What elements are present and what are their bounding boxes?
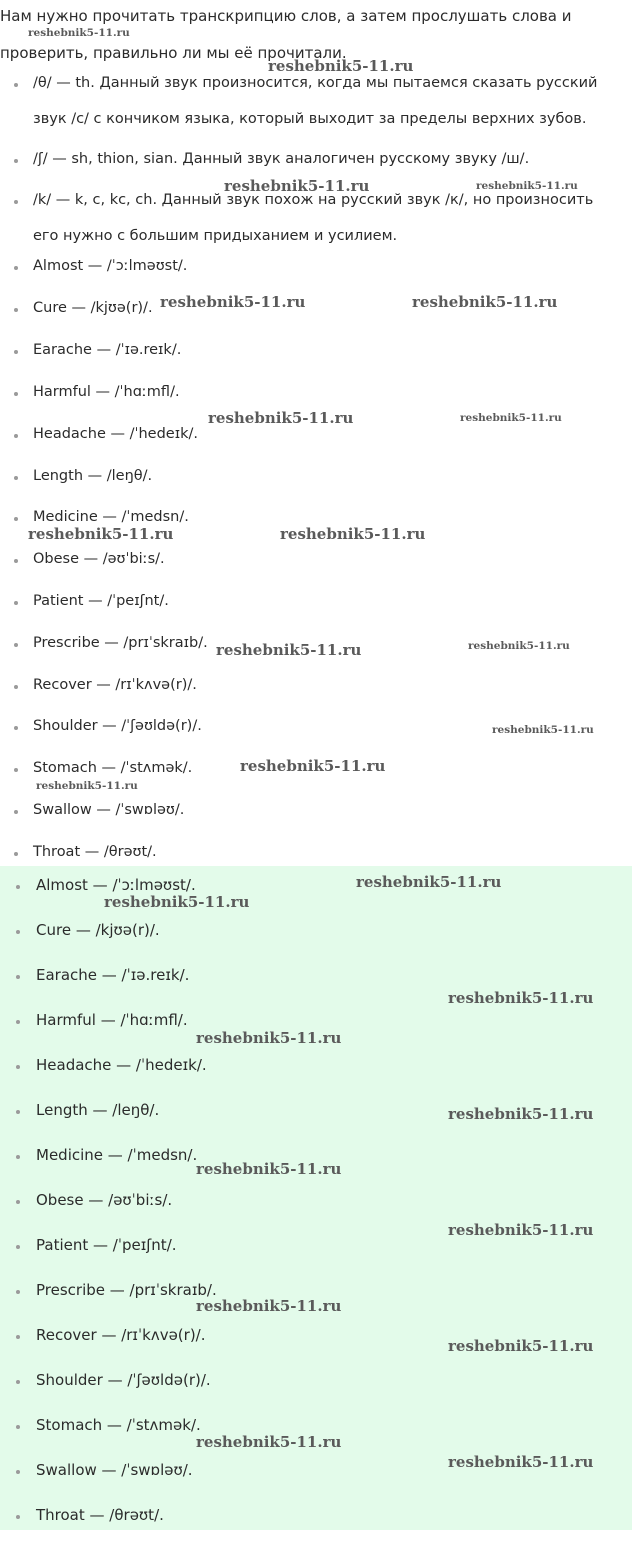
watermark: reshebnik5-11.ru bbox=[196, 1297, 342, 1315]
bullet-icon bbox=[16, 1020, 20, 1024]
bullet-icon bbox=[14, 308, 18, 312]
watermark: reshebnik5-11.ru bbox=[268, 57, 414, 75]
bullet-icon bbox=[16, 1515, 20, 1519]
bullet-icon bbox=[16, 1110, 20, 1114]
watermark: reshebnik5-11.ru bbox=[448, 1221, 594, 1239]
bullet-icon bbox=[14, 476, 18, 480]
bullet-icon bbox=[16, 1245, 20, 1249]
watermark: reshebnik5-11.ru bbox=[468, 640, 570, 652]
bullet-icon bbox=[14, 350, 18, 354]
bullet-icon bbox=[16, 1065, 20, 1069]
watermark: reshebnik5-11.ru bbox=[448, 1337, 594, 1355]
bullet-icon bbox=[14, 643, 18, 647]
watermark: reshebnik5-11.ru bbox=[448, 989, 594, 1007]
bullet-icon bbox=[16, 1425, 20, 1429]
bullet-icon bbox=[16, 1155, 20, 1159]
watermark: reshebnik5-11.ru bbox=[36, 780, 138, 792]
bullet-icon bbox=[16, 1380, 20, 1384]
bullet-icon bbox=[16, 930, 20, 934]
bullet-icon bbox=[16, 1335, 20, 1339]
watermark: reshebnik5-11.ru bbox=[492, 724, 594, 736]
bullet-icon bbox=[14, 200, 18, 204]
watermark: reshebnik5-11.ru bbox=[240, 757, 386, 775]
bullet-icon bbox=[14, 159, 18, 163]
bullet-icon bbox=[16, 1290, 20, 1294]
watermark: reshebnik5-11.ru bbox=[412, 293, 558, 311]
bullet-icon bbox=[14, 517, 18, 521]
watermark: reshebnik5-11.ru bbox=[448, 1453, 594, 1471]
watermark: reshebnik5-11.ru bbox=[208, 409, 354, 427]
bullet-icon bbox=[14, 434, 18, 438]
intro-line-1: Нам нужно прочитать транскрипцию слов, а затем прослушать слова и bbox=[0, 7, 572, 25]
watermark: reshebnik5-11.ru bbox=[28, 525, 174, 543]
watermark: reshebnik5-11.ru bbox=[356, 873, 502, 891]
bullet-icon bbox=[14, 685, 18, 689]
bullet-icon bbox=[14, 852, 18, 856]
bullet-icon bbox=[16, 1200, 20, 1204]
watermark: reshebnik5-11.ru bbox=[196, 1433, 342, 1451]
bullet-icon bbox=[14, 601, 18, 605]
bullet-icon bbox=[14, 83, 18, 87]
bullet-icon bbox=[14, 768, 18, 772]
watermark: reshebnik5-11.ru bbox=[196, 1160, 342, 1178]
watermark: reshebnik5-11.ru bbox=[476, 180, 578, 192]
watermark: reshebnik5-11.ru bbox=[196, 1029, 342, 1047]
bullet-icon bbox=[14, 392, 18, 396]
watermark: reshebnik5-11.ru bbox=[224, 177, 370, 195]
watermark: reshebnik5-11.ru bbox=[160, 293, 306, 311]
watermark: reshebnik5-11.ru bbox=[216, 641, 362, 659]
watermark: reshebnik5-11.ru bbox=[448, 1105, 594, 1123]
bullet-icon bbox=[14, 810, 18, 814]
intro-line-2: проверить, правильно ли мы её прочитали. bbox=[0, 44, 347, 62]
bullet-icon bbox=[16, 975, 20, 979]
page: Нам нужно прочитать транскрипцию слов, а затем прослушать слова и проверить, правильно ли мы её прочитали. /θ/ — th. Данный звук произносится, когда мы пытаемся сказать русский звук /с/ с кончиком языка, который выходит за пределы верхних зубов. /ʃ/ — sh, thion, sian. Данный звук аналогичен русскому звуку /ш/. /k/ — k, c, kc, ch. Данный звук похож на русский звук /к/, но произносить его нужно с большим придыханием и усилием. Almost — /ˈɔːlməʊst/. Cure — /kjʊə(r)/. Earache — /ˈɪə.reɪk/. Harmful — /ˈhɑːmfl/. Headache — /ˈhedeɪk/. Length — /leŋθ/. Medicine — /ˈmedsn/. Obese — /əʊˈbiːs/. Patient — /ˈpeɪʃnt/. Prescribe — /prɪˈskraɪb/. Recover — /rɪˈkʌvə(r)/. Shoulder — /ˈʃəʊldə(r)/. Stomach — /ˈstʌmək/. Swallow — /ˈswɒləʊ/. Throat — /θrəʊt/. Almost — /ˈɔːlməʊst/. Cure — /kjʊə(r)/. Earache — /ˈɪə.reɪk/. Harmful — /ˈhɑːmfl/. Headache — /ˈhedeɪk/. Length — /leŋθ/. Medicine — /ˈmedsn/. Obese — /əʊˈbiːs/. Patient — /ˈpeɪʃnt/. Prescribe — /prɪˈskraɪb/. Recover — /rɪˈkʌvə(r)/. Shoulder — /ˈʃəʊldə(r)/. Stomach — /ˈstʌmək/. Swallow — /ˈswɒləʊ/. Throat — /θrəʊt/. reshebnik5-11.ru reshebnik5-11.ru reshebnik5-11.ru reshebnik5-11.ru reshebnik5-11.ru reshebnik5-11.ru reshebnik5-11.ru reshebnik5-11.ru reshebnik5-11.ru reshebnik5-11.ru reshebnik5-11.ru reshebnik5-11.ru reshebnik5-11.ru reshebnik5-11.ru reshebnik5-11.ru reshebnik5-11.ru reshebnik5-11.ru reshebnik5-11.ru reshebnik5-11.ru reshebnik5-11.ru reshebnik5-11.ru reshebnik5-11.ru reshebnik5-11.ru reshebnik5-11.ru reshebnik5-11.ru reshebnik5-11.ru bbox=[0, 0, 632, 1564]
watermark: reshebnik5-11.ru bbox=[460, 412, 562, 424]
bullet-icon bbox=[16, 1470, 20, 1474]
bullet-icon bbox=[16, 885, 20, 889]
bullet-icon bbox=[14, 559, 18, 563]
watermark: reshebnik5-11.ru bbox=[28, 27, 130, 39]
bullet-icon bbox=[14, 266, 18, 270]
bullet-icon bbox=[14, 726, 18, 730]
watermark: reshebnik5-11.ru bbox=[104, 893, 250, 911]
watermark: reshebnik5-11.ru bbox=[280, 525, 426, 543]
